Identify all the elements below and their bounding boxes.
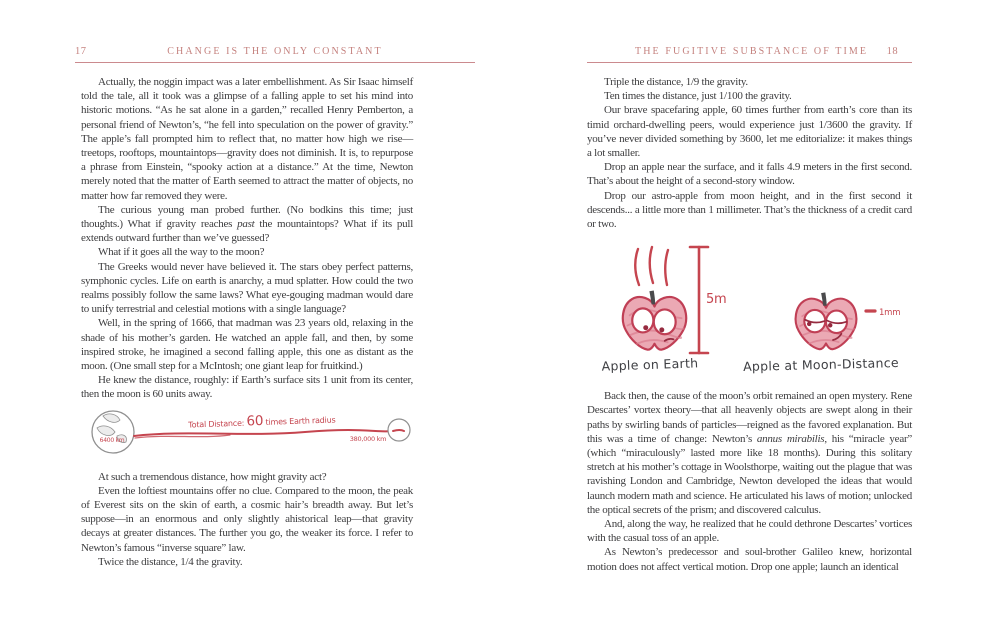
header-rule: [75, 62, 475, 63]
right-running-head: [587, 46, 912, 57]
body-text: [81, 75, 413, 569]
paragraph: And, along the way, he realized that he could dethrone Descartes’ vortices with the casual toss of an apple.: [587, 518, 912, 545]
moon-apple: [796, 293, 857, 350]
earth-apple: [623, 291, 686, 350]
paragraph: Even the loftiest mountains offer no clue. Compared to the moon, the peak of Everest sits on the skin of earth, a cosmic hair’s breadth away. But let’s suppose—in an enormous and only slightly ahistorical leap—that gravity decays at greater distances. The further you go, the weaker its force. I refer to Newton’s famous “inverse square” law.: [81, 484, 413, 554]
paragraph: At such a tremendous distance, how might gravity act?: [98, 470, 327, 483]
fall-distance-label: 1mm: [879, 308, 901, 319]
body-text: [587, 75, 912, 574]
paragraph: As Newton’s predecessor and soul-brother Galileo knew, horizontal motion does not affect vertical motion. Drop one apple; launch an identical: [587, 546, 912, 573]
paragraph: Our brave spacefaring apple, 60 times further from earth’s core than its timid orchard-dwelling peers, would experience just 1/3600 the gravity. If you’ve never divided something by 3600, let me editorialize: it makes things a lot smaller.: [587, 104, 912, 160]
earth-moon-diagram: [75, 406, 475, 464]
paragraph-group-bottom: [587, 389, 912, 574]
paragraph: Back then, the cause of the moon’s orbit remained an open mystery. Rene Descartes’ vortex theory—that all heavenly objects are swept along in their paths by swirling bands of particles—reigned as the favored explanation. But this was a time of change: Newton’s annus mirabilis, his “miracle year” (which “miraculously” lasted more like 18 months). During this solitary stretch at his mother’s cottage in Woolsthorpe, waiting out the plague that was ravishing London and Cambridge, Newton developed the ideas that would launch modern math and science. He articulated his laws of motion; unlocked the optical secrets of the prism; and discovered calculus.: [587, 390, 912, 516]
apples-illustration: [587, 241, 912, 381]
paragraph-group-bottom: [81, 470, 413, 569]
paragraph: Well, in the spring of 1666, that madman was 23 years old, relaxing in the shade of his mother’s garden. He watched an apple fall, and then, by some inspired stroke, he imagined a second falling apple, this one as distant as the moon. (One small step for a McIntosh; one giant leap for fruitkind.): [81, 317, 413, 373]
page-number: 18: [886, 46, 899, 57]
right-page: [587, 40, 912, 574]
paragraph-group-top: [81, 75, 413, 402]
paragraph: Drop an apple near the surface, and it falls 4.9 meters in the first second. That’s about the height of a second-story window.: [587, 161, 912, 188]
page-number: 17: [75, 46, 87, 57]
diagram-caption: Total Distance: 60 times Earth radius: [188, 412, 336, 430]
earth-apple-caption: Apple on Earth: [601, 355, 699, 374]
paragraph: The curious young man probed further. (No bodkins this time; just thoughts.) What if gravity reaches past the mountaintops? What if its pull extends outward further than we’ve guessed?: [81, 203, 414, 245]
moon-apple-caption: Apple at Moon-Distance: [742, 355, 900, 375]
left-page: [75, 40, 475, 569]
paragraph: Actually, the noggin impact was a later embellishment. As Sir Isaac himself told the tale, all it took was a glimpse of a falling apple to set his mind into historic motions. “As he sat alone in a garden,” recalled Henry Pemberton, a personal friend of Newton’s, “he fell into speculation on the power of gravity.” The apple’s fall prompted him to reflect that, no matter how high we rise—treetops, rooftops, mountaintops—gravity does not diminish. It is, to repurpose a phrase from Einstein, “spooky action at a distance.” At the time, Newton merely noted that the matter of Earth seemed to attract the matter of objects, no matter how far removed they were.: [81, 76, 413, 202]
paragraph: Triple the distance, 1/9 the gravity.: [604, 76, 748, 88]
paragraph-group-top: [587, 75, 912, 231]
motion-lines-icon: [635, 247, 668, 285]
paragraph: Drop our astro-apple from moon height, and in the first second it descends... a little more than 1 millimeter. That’s the thickness of a credit card or two.: [587, 189, 912, 231]
left-running-head: [75, 46, 475, 57]
paragraph: What if it goes all the way to the moon?: [98, 246, 265, 259]
paragraph: Ten times the distance, just 1/100 the gravity.: [604, 90, 792, 103]
running-header-title: THE FUGITIVE SUBSTANCE OF TIME: [635, 46, 869, 57]
paragraph: He knew the distance, roughly: if Earth’s surface sits 1 unit from its center, then the moon is 60 units away.: [81, 374, 413, 401]
running-header-title: CHANGE IS THE ONLY CONSTANT: [167, 46, 383, 57]
moon-distance-label: 380,000 km: [349, 434, 387, 443]
paragraph: Twice the distance, 1/4 the gravity.: [98, 555, 243, 568]
earth-sketch: [92, 411, 134, 453]
moon-sketch: [388, 419, 410, 441]
earth-radius-label: 6400 km: [99, 436, 125, 444]
paragraph: The Greeks would never have believed it. The stars obey perfect patterns, symphonic cycles. Life on earth is anarchy, a mud splatter. How could the two realms possibly follow the same laws? What eye-gouging madman would dare to unify terrestrial and celestial motions with a single language?: [81, 260, 413, 316]
header-rule: [587, 62, 912, 63]
fall-height-label: 5m: [706, 292, 727, 308]
